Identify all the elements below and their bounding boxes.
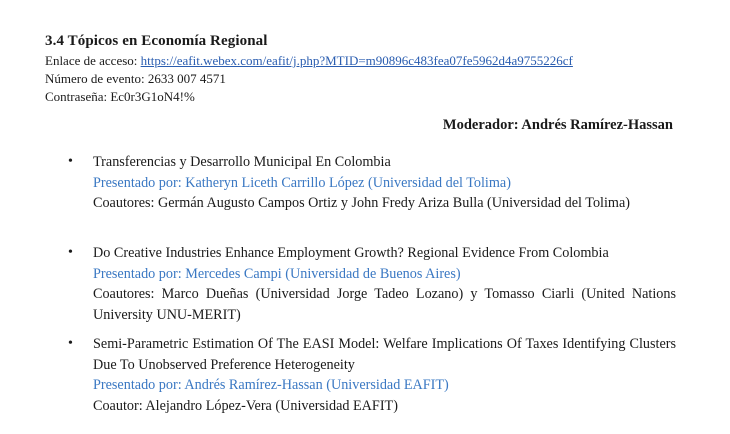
talk-title: Transferencias y Desarrollo Municipal En Colombia [93, 154, 391, 170]
bullet: • [68, 245, 73, 260]
talk-title: Do Creative Industries Enhance Employment Growth? Regional Evidence From Colombia [93, 245, 609, 261]
password: Contraseña: Ec0r3G1oN4!% [45, 89, 195, 104]
bullet: • [68, 336, 73, 351]
talk-body [93, 243, 676, 325]
talk-presenter: Presentado por: Mercedes Campi (Universidad de Buenos Aires) [93, 265, 461, 282]
talk-presenter: Presentado por: Andrés Ramírez-Hassan (Universidad EAFIT) [93, 377, 449, 393]
talk-coauthors: Coautores: Germán Augusto Campos Ortiz y John Fredy Ariza Bulla (Universidad del Tolima) [93, 195, 630, 211]
moderator: Moderador: Andrés Ramírez-Hassan [442, 117, 673, 133]
access-link[interactable]: https://eafit.webex.com/eafit/j.php?MTID=m90896c483fea07fe5962d4a9755226cf [140, 53, 573, 68]
talk-presenter: Presentado por: Katheryn Liceth Carrillo López (Universidad del Tolima) [93, 174, 511, 191]
bullet: • [68, 154, 73, 169]
access-link-label: Enlace de acceso: [45, 53, 141, 68]
talk-body [93, 334, 676, 416]
talk-body [93, 152, 676, 214]
access-link-line [45, 53, 573, 69]
talk-coauthors: Coautor: Alejandro López-Vera (Universidad EAFIT) [93, 397, 398, 414]
talk-title: Semi-Parametric Estimation Of The EASI Model: Welfare Implications Of Taxes Identifying Clusters Due To Unobserved Preference Heterogeneity [93, 336, 676, 373]
talk-coauthors: Coautores: Marco Dueñas (Universidad Jorge Tadeo Lozano) y Tomasso Ciarli (United Nations University UNU-MERIT) [93, 286, 676, 323]
event-number: Número de evento: 2633 007 4571 [45, 71, 226, 86]
session-title: 3.4 Tópicos en Economía Regional [45, 33, 268, 49]
